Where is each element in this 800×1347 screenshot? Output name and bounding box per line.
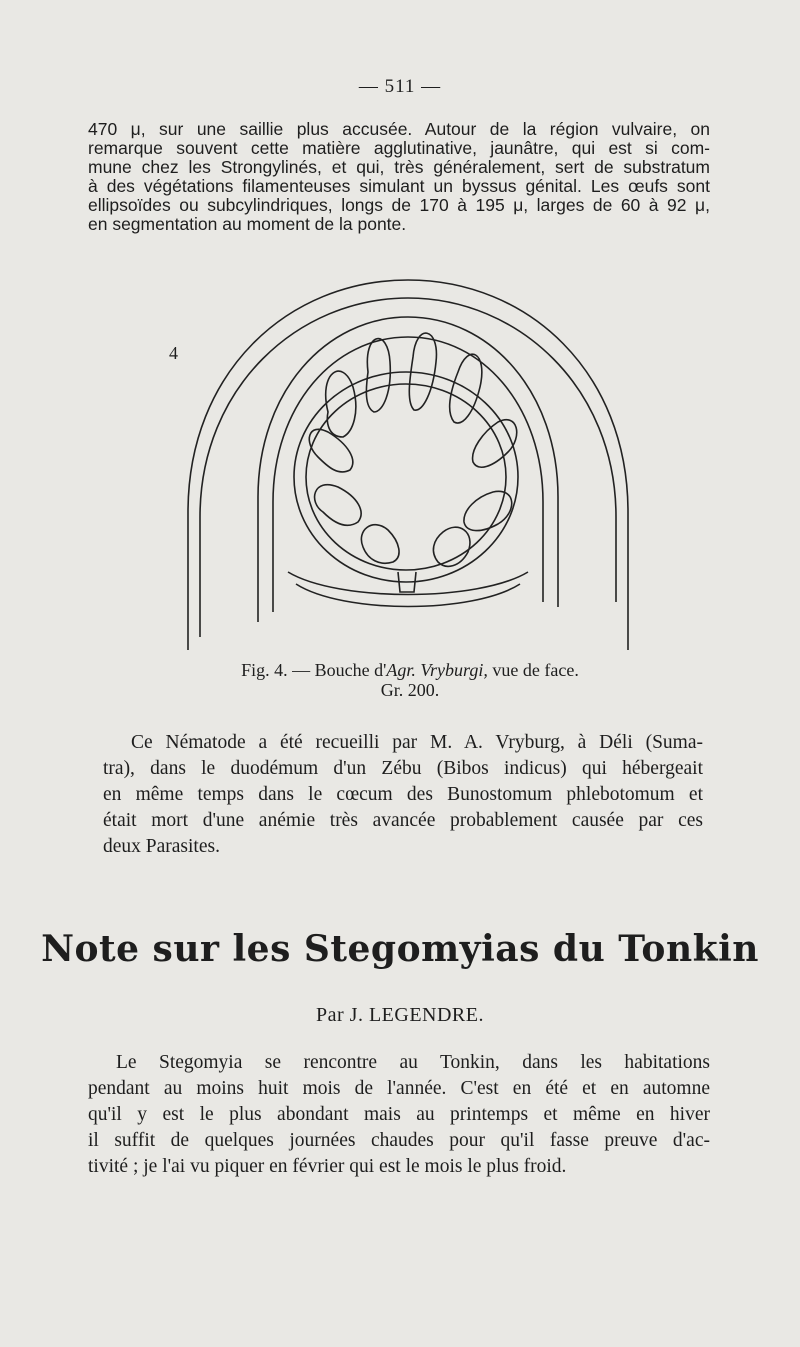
text-line: tivité ; je l'ai vu piquer en février qui est le mois le plus froid. (88, 1156, 567, 1177)
text-line: en segmentation au moment de la ponte. (88, 214, 407, 234)
page-number: — 511 — (358, 76, 442, 97)
text-line: 470 μ, sur une saillie plus accusée. Autour de la région vulvaire, on (88, 119, 710, 139)
figure-caption (160, 660, 660, 700)
text-line: ellipsoïdes ou subcylindriques, longs de 170 à 195 μ, larges de 60 à 92 μ, (88, 195, 710, 215)
caption-line-2: Gr. 200. (380, 680, 440, 700)
article-author: Par J. LEGENDRE. (316, 1004, 484, 1026)
intro-paragraph (88, 120, 710, 234)
caption-line-1 (160, 660, 660, 680)
text-line: il suffit de quelques journées chaudes pour qu'il fasse preuve d'ac- (88, 1130, 710, 1151)
paragraph-1 (103, 730, 703, 860)
text-line: était mort d'une anémie très avancée probablement causée par ces (103, 810, 703, 831)
text-line: qu'il y est le plus abondant mais au printemps et même en hiver (88, 1104, 710, 1125)
text-line: en même temps dans le cœcum des Bunostomum phlebotomum et (103, 784, 703, 805)
text-line: tra), dans le duodémum d'un Zébu (Bibos indicus) qui hébergeait (103, 758, 703, 779)
caption-species: Agr. Vryburgi, (386, 660, 488, 680)
text-line: à des végétations filamenteuses simulant un byssus génital. Les œufs sont (88, 176, 710, 196)
text-line: remarque souvent cette matière agglutinative, jaunâtre, qui est si com- (88, 138, 710, 158)
figure-number: 4 (169, 343, 178, 363)
text-line: Le Stegomyia se rencontre au Tonkin, dans les habitations (116, 1052, 710, 1073)
mouth-illustration (178, 262, 638, 657)
paragraph-2 (88, 1050, 710, 1180)
caption-suffix: vue de face. (487, 660, 579, 680)
text-line: mune chez les Strongylinés, et qui, très généralement, sert de substratum (88, 157, 710, 177)
text-line: pendant au moins huit mois de l'année. C'est en été et en automne (88, 1078, 710, 1099)
text-line: Ce Nématode a été recueilli par M. A. Vryburg, à Déli (Suma- (131, 732, 703, 753)
text-line: deux Parasites. (103, 836, 220, 857)
article-title: Note sur les Stegomyias du Tonkin (41, 928, 759, 970)
caption-prefix: Fig. 4. — Bouche d' (241, 660, 387, 680)
